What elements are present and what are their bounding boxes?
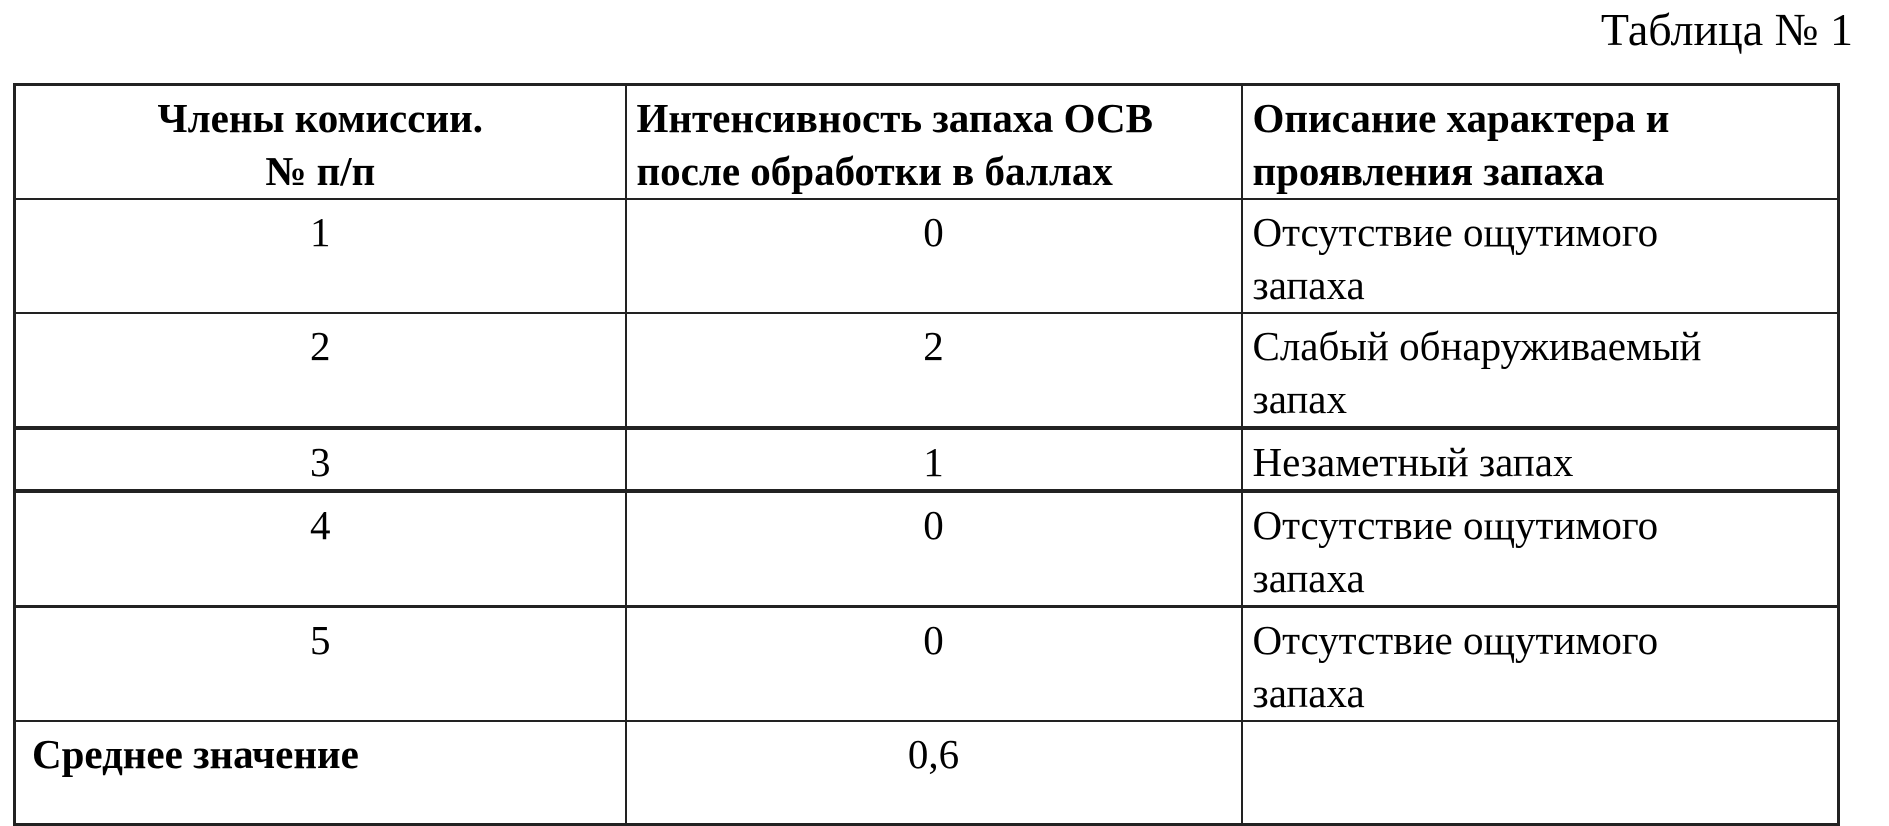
description-text: Отсутствие ощутимого запаха (1252, 617, 1659, 716)
summary-label-cell: Среднее значение (15, 721, 626, 824)
header-intensity-col (626, 85, 1242, 200)
header-row (15, 85, 1839, 200)
description-text: Отсутствие ощутимого запаха (1252, 209, 1659, 308)
header-intensity-line1: Интенсивность запаха ОСВ (636, 95, 1153, 141)
description-cell (1242, 428, 1839, 491)
intensity-score-cell: 0 (626, 491, 1242, 607)
summary-row (15, 721, 1839, 824)
table-row (15, 428, 1839, 491)
description-text: Незаметный запах (1252, 439, 1574, 485)
member-number-cell: 1 (15, 199, 626, 313)
summary-value-cell: 0,6 (626, 721, 1242, 824)
table-row (15, 607, 1839, 722)
member-number-cell: 2 (15, 313, 626, 428)
header-members-line1: Члены комиссии. (157, 95, 483, 141)
description-cell (1242, 491, 1839, 607)
intensity-score-cell: 0 (626, 199, 1242, 313)
member-number-cell: 5 (15, 607, 626, 722)
description-cell (1242, 199, 1839, 313)
description-cell (1242, 313, 1839, 428)
header-intensity-line2: после обработки в баллах (636, 148, 1113, 194)
description-cell (1242, 607, 1839, 722)
header-description-line2: проявления запаха (1252, 148, 1605, 194)
intensity-score-cell: 0 (626, 607, 1242, 722)
header-description-col (1242, 85, 1839, 200)
intensity-score-cell: 1 (626, 428, 1242, 491)
summary-description-cell (1242, 721, 1839, 824)
header-members-line2: № п/п (265, 148, 376, 194)
odor-assessment-table (13, 83, 1840, 826)
table-row (15, 491, 1839, 607)
description-text: Отсутствие ощутимого запаха (1252, 502, 1659, 601)
header-description-line1: Описание характера и (1252, 95, 1670, 141)
table-caption: Таблица № 1 (1600, 4, 1853, 55)
intensity-score-cell: 2 (626, 313, 1242, 428)
member-number-cell: 3 (15, 428, 626, 491)
description-text: Слабый обнаруживаемый запах (1252, 323, 1702, 422)
member-number-cell: 4 (15, 491, 626, 607)
header-members-col (15, 85, 626, 200)
table-row (15, 313, 1839, 428)
table-row (15, 199, 1839, 313)
